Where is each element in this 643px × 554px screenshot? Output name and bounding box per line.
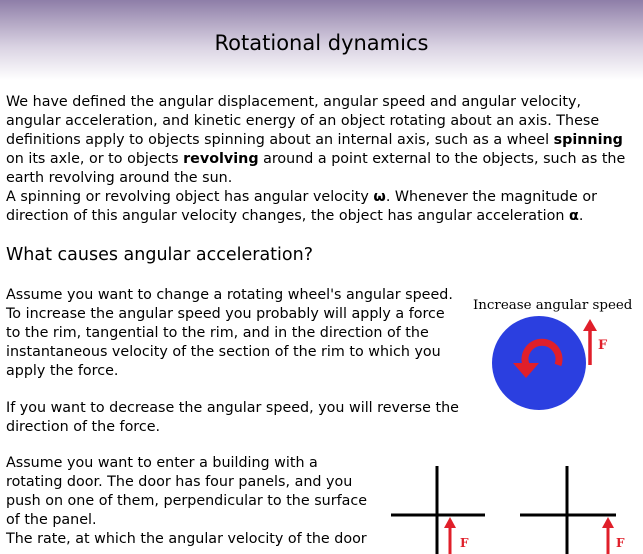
intro-line-6: A spinning or revolving object has angular velocity ω. Whenever the magnitude or: [6, 189, 597, 205]
para3-line-5: The rate, at which the angular velocity of the door: [6, 531, 367, 547]
door-figure-right: [519, 466, 643, 554]
door-figure-left: [389, 466, 489, 554]
para1-line-1: Assume you want to change a rotating wheel's angular speed.: [6, 287, 453, 303]
force-arrow-up-icon: [602, 517, 614, 554]
spinning-term: spinning: [553, 132, 623, 148]
omega-symbol: ω: [373, 189, 386, 205]
para1-line-2: To increase the angular speed you probably will apply a force: [6, 306, 445, 322]
revolving-term: revolving: [183, 151, 259, 167]
section-heading: What causes angular acceleration?: [6, 245, 313, 265]
wheel-force-label: F: [598, 338, 608, 353]
intro-line-5: earth revolving around the sun.: [6, 170, 233, 186]
para3-line-2: rotating door. The door has four panels, and you: [6, 474, 353, 490]
wheel-figure-caption: Increase angular speed: [473, 298, 633, 313]
wheel-figure: [486, 312, 626, 417]
intro-line-7: direction of this angular velocity changes, the object has angular acceleration α.: [6, 208, 584, 224]
intro-line-2: angular acceleration, and kinetic energy of an object rotating about an axis. These: [6, 113, 600, 129]
door-left-force-label: F: [460, 536, 469, 550]
intro-line-4: on its axle, or to objects revolving around a point external to the objects, such as the: [6, 151, 626, 167]
intro-line-1: We have defined the angular displacement, angular speed and angular velocity,: [6, 94, 582, 110]
door-right-force-label: F: [616, 536, 625, 550]
para2-line-1: If you want to decrease the angular speed, you will reverse the: [6, 400, 459, 416]
para1-line-3: to the rim, tangential to the rim, and in the direction of the: [6, 325, 429, 341]
para3-line-1: Assume you want to enter a building with a: [6, 455, 318, 471]
force-arrow-up-icon: [444, 517, 456, 554]
intro-line-3: definitions apply to objects spinning about an internal axis, such as a wheel spinning: [6, 132, 623, 148]
para3-line-3: push on one of them, perpendicular to the surface: [6, 493, 368, 509]
para2-line-2: direction of the force.: [6, 419, 161, 435]
para1-line-5: apply the force.: [6, 363, 119, 379]
para1-line-4: instantaneous velocity of the section of the rim to which you: [6, 344, 441, 360]
para3-line-4: of the panel.: [6, 512, 97, 528]
page-title: Rotational dynamics: [214, 31, 429, 55]
alpha-symbol: α: [569, 208, 579, 224]
